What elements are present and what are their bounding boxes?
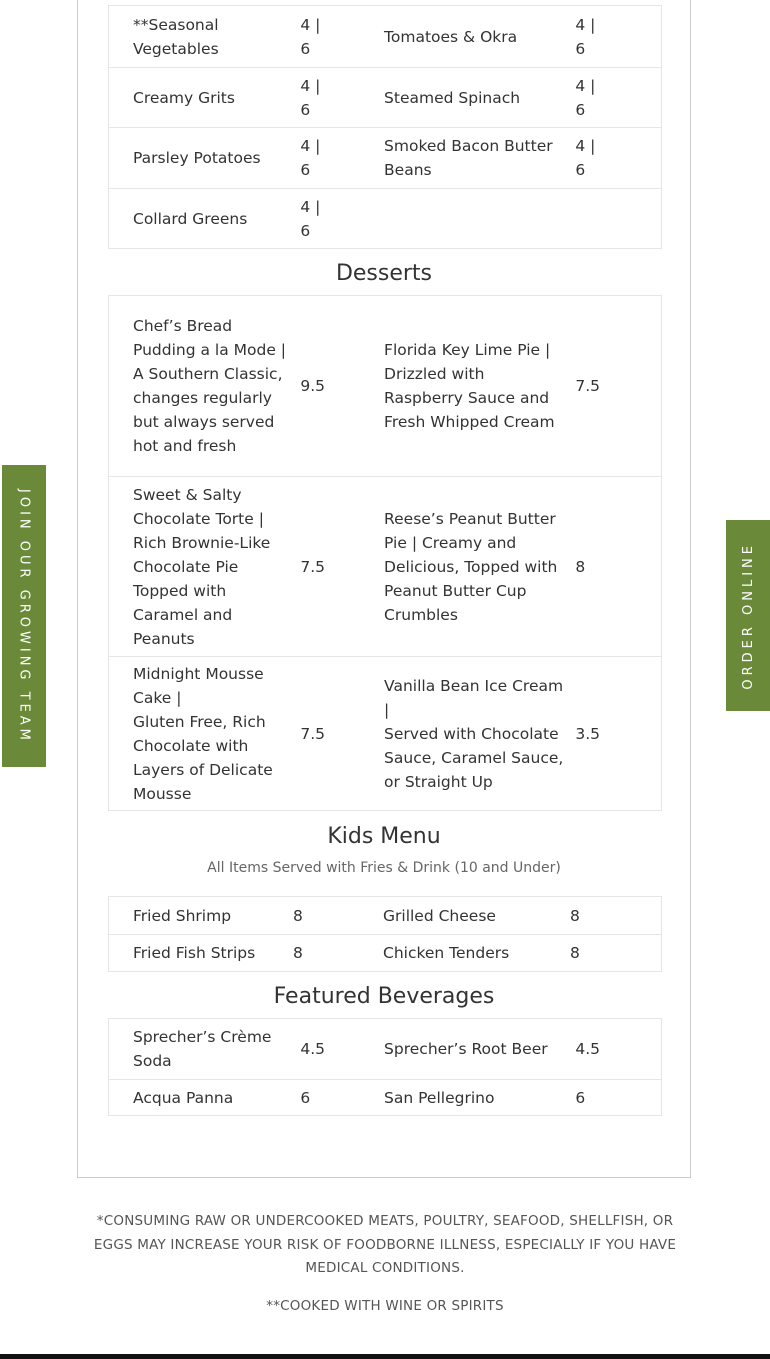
menu-item <box>109 662 300 806</box>
menu-item-description: Creamy and Delicious, Topped with Peanut Butter Cup Crumbles <box>384 533 558 624</box>
menu-item-price: 4 | 6 <box>575 137 596 179</box>
order-online-label: ORDER ONLINE <box>740 541 756 690</box>
section-title-beverages: Featured Beverages <box>273 984 495 1009</box>
join-team-label: JOIN OUR GROWING TEAM <box>16 488 32 744</box>
menu-item-price: 7.5 <box>300 724 326 743</box>
beverages-table <box>108 1018 662 1116</box>
menu-item-name: Parsley Potatoes <box>133 149 261 167</box>
menu-item <box>384 674 575 794</box>
menu-item-name: Fried Fish Strips <box>133 944 256 962</box>
menu-item-price: 4.5 <box>300 1040 326 1058</box>
table-row <box>109 188 661 248</box>
section-title-kids: Kids Menu <box>327 824 441 849</box>
menu-item-name: San Pellegrino <box>384 1088 495 1107</box>
menu-item-description: Drizzled with Raspberry Sauce and Fresh Whipped Cream <box>384 365 555 431</box>
menu-item-name: Acqua Panna <box>133 1088 234 1107</box>
menu-item-price: 3.5 <box>575 724 600 743</box>
menu-item-price: 4 | 6 <box>300 197 321 240</box>
menu-item-name: Reese’s Peanut Butter Pie | <box>384 509 556 552</box>
table-row <box>109 127 661 188</box>
menu-item-price: 8 <box>293 906 303 925</box>
menu-item <box>109 314 300 458</box>
table-row <box>109 6 661 67</box>
order-online-tab[interactable] <box>726 520 770 711</box>
wine-spirits-note: **COOKED WITH WINE OR SPIRITS <box>266 1298 504 1314</box>
table-row <box>109 296 661 476</box>
menu-item-price: 6 <box>300 1088 311 1107</box>
table-row <box>109 67 661 127</box>
menu-item-price: 4 | 6 <box>575 15 596 58</box>
menu-item-price: 4 | 6 <box>300 15 321 58</box>
menu-item-price: 7.5 <box>575 377 600 395</box>
menu-item-description: A Southern Classic, changes regularly but always served hot and fresh <box>133 365 283 455</box>
kids-table <box>108 896 662 972</box>
menu-item-price: 9.5 <box>300 377 326 395</box>
menu-item-price: 4 | 6 <box>300 76 321 119</box>
section-title-desserts: Desserts <box>335 261 433 286</box>
menu-item <box>109 483 300 651</box>
table-row <box>109 1079 661 1115</box>
menu-item-name: Chicken Tenders <box>383 944 510 962</box>
menu-item-price: 7.5 <box>300 557 326 576</box>
table-row <box>109 656 661 810</box>
menu-item-name: Tomatoes & Okra <box>384 27 518 46</box>
menu-item-name: Sweet & Salty Chocolate Torte | <box>133 485 264 528</box>
menu-item-name: Sprecher’s Crème Soda <box>133 1028 272 1070</box>
menu-item-name: Chef’s Bread Pudding a la Mode | <box>133 317 287 359</box>
menu-item-name: Steamed Spinach <box>384 88 521 107</box>
menu-item-name: Creamy Grits <box>133 88 235 107</box>
menu-item-price: 4 | 6 <box>575 76 596 119</box>
menu-item-name: Florida Key Lime Pie | <box>384 341 551 359</box>
menu-item-price: 4.5 <box>575 1040 600 1058</box>
menu-item-name: Fried Shrimp <box>133 906 232 925</box>
table-row <box>109 934 661 971</box>
join-team-tab[interactable] <box>2 465 46 767</box>
menu-item-name: Collard Greens <box>133 209 248 228</box>
desserts-table <box>108 295 662 811</box>
section-subtitle-kids: All Items Served with Fries & Drink (10 and Under) <box>207 860 561 876</box>
menu-item-price: 8 <box>293 944 303 962</box>
table-row <box>109 1019 661 1079</box>
menu-item <box>384 338 575 434</box>
sides-table <box>108 5 662 249</box>
menu-item-price: 8 <box>575 557 586 576</box>
menu-item-name: Sprecher’s Root Beer <box>384 1040 548 1058</box>
menu-item-description: Gluten Free, Rich Chocolate with Layers of Delicate Mousse <box>133 712 273 803</box>
menu-item-name: Smoked Bacon Butter Beans <box>384 137 553 179</box>
table-row <box>109 897 661 934</box>
menu-item-name: Midnight Mousse Cake | <box>133 664 264 707</box>
menu-item-name: Grilled Cheese <box>383 906 496 925</box>
menu-item-name: Vanilla Bean Ice Cream | <box>384 676 564 719</box>
menu-item-price: 4 | 6 <box>300 137 321 179</box>
menu-item-price: 8 <box>570 906 580 925</box>
raw-food-warning: *CONSUMING RAW OR UNDERCOOKED MEATS, POULTRY, SEAFOOD, SHELLFISH, OR EGGS MAY INCREASE YOUR RISK OF FOODBORNE ILLNESS, ESPECIALLY IF YOU HAVE MEDICAL CONDITIONS. <box>93 1213 677 1276</box>
menu-item-description: Rich Brownie-Like Chocolate Pie Topped with Caramel and Peanuts <box>133 533 271 648</box>
bottom-bar <box>0 1354 770 1359</box>
menu-item <box>384 507 575 627</box>
menu-item-description: Served with Chocolate Sauce, Caramel Sauce, or Straight Up <box>384 724 564 791</box>
menu-item-price: 6 <box>575 1088 586 1107</box>
menu-item-name: **Seasonal Vegetables <box>133 15 219 58</box>
table-row <box>109 476 661 656</box>
menu-item-price: 8 <box>570 944 580 962</box>
